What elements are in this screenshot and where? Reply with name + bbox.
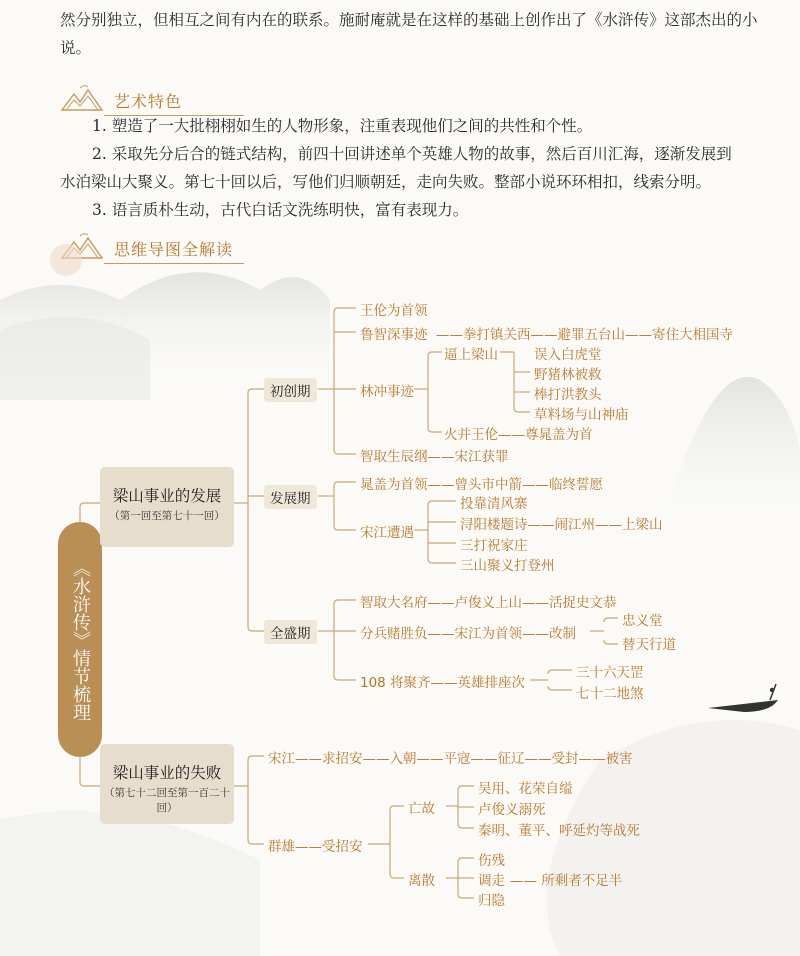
early-zhiqu: 智取生辰纲——宋江获罪 [360,449,509,465]
fall-subtitle: （第七十二回至第一百二十回） [104,787,230,814]
early-lu-chain: ——拳打镇关西——避罪五台山——寄住大相国寺 [436,327,733,343]
intro-paragraph: 然分别独立，但相互之间有内在的联系。施耐庵就是在这样的基础上创作出了《水浒传》这部杰出的小说。 [60,11,758,57]
fall-node [100,744,234,824]
early-lin-item: 棒打洪教头 [534,387,602,403]
peak-gather-item: 七十二地煞 [576,686,644,702]
fall-dead: 亡故 [408,801,435,817]
peak-split-item: 替天行道 [622,637,676,653]
develop-song: 宋江遭遇 [360,525,414,541]
develop-chao: 晁盖为首领——曾头市中箭——临终誓愿 [360,477,603,493]
early-lin: 林冲事迹 [360,384,414,400]
art-item-3: 3. 语言质朴生动，古代白话文洗练明快，富有表现力。 [92,201,469,219]
art-item-1: 1. 塑造了一大批栩栩如生的人物形象，注重表现他们之间的共性和个性。 [92,117,593,135]
art-section-title: 艺术特色 [114,92,183,111]
fall-dead-item: 秦明、董平、呼延灼等战死 [478,823,640,839]
early-lin-item: 误入白虎堂 [534,347,602,363]
early-lin-forced: 逼上梁山 [444,347,498,363]
early-lin-item: 野猪林被救 [534,367,602,383]
early-lin-fire: 火并王伦——尊晁盖为首 [444,427,593,443]
early-lu: 鲁智深事迹 [360,327,428,343]
root-node [58,522,102,757]
peak-zhiqu: 智取大名府——卢俊义上山——活捉史文恭 [360,595,617,611]
fall-scatter-note: —— 所剩者不足半 [510,873,623,889]
early-wanglun: 王伦为首领 [360,303,428,319]
fall-scatter-item: 归隐 [478,893,505,909]
fall-scatter-item: 调走 [478,873,505,889]
peak-split-item: 忠义堂 [622,613,663,629]
art-item-2-cont: 水泊梁山大聚义。第七十回以后，写他们归顺朝廷，走向失败。整部小说环环相扣，线索分明。 [60,173,712,191]
fall-dead-item: 吴用、花荣自缢 [478,781,573,797]
stage-peak: 全盛期 [264,620,317,644]
rise-subtitle: （第一回至第七十一回） [109,510,225,522]
rise-title: 梁山事业的发展 [112,487,222,505]
fall-dead-item: 卢俊义溺死 [478,802,546,818]
develop-song-item: 浔阳楼题诗——闹江州——上梁山 [460,517,663,533]
peak-gather: 108 将聚齐——英雄排座次 [360,675,526,691]
boat-icon [708,684,778,712]
fall-scatter: 离散 [408,873,435,889]
peak-gather-item: 三十六天罡 [576,665,644,681]
early-lin-item: 草料场与山神庙 [534,407,629,423]
develop-song-item: 三打祝家庄 [460,538,528,554]
root-label: 《水浒传》情节梳理 [70,559,91,721]
develop-song-item: 三山聚义打登州 [460,558,555,574]
fall-song: 宋江——求招安——入朝——平寇——征辽——受封——被害 [268,751,633,767]
fall-heroes: 群雄——受招安 [268,839,363,855]
fall-scatter-item: 伤残 [478,853,505,869]
mindmap-section-title: 思维导图全解读 [114,240,234,259]
art-item-2: 2. 采取先分后合的链式结构，前四十回讲述单个英雄人物的故事，然后百川汇海，逐渐发展到 [92,145,732,163]
develop-song-item: 投靠清风寨 [460,496,528,512]
stage-develop: 发展期 [264,485,317,509]
fall-title: 梁山事业的失败 [112,764,222,782]
peak-split: 分兵赌胜负——宋江为首领——改制 [360,626,576,642]
rise-node [100,467,234,547]
stage-early: 初创期 [264,378,317,402]
